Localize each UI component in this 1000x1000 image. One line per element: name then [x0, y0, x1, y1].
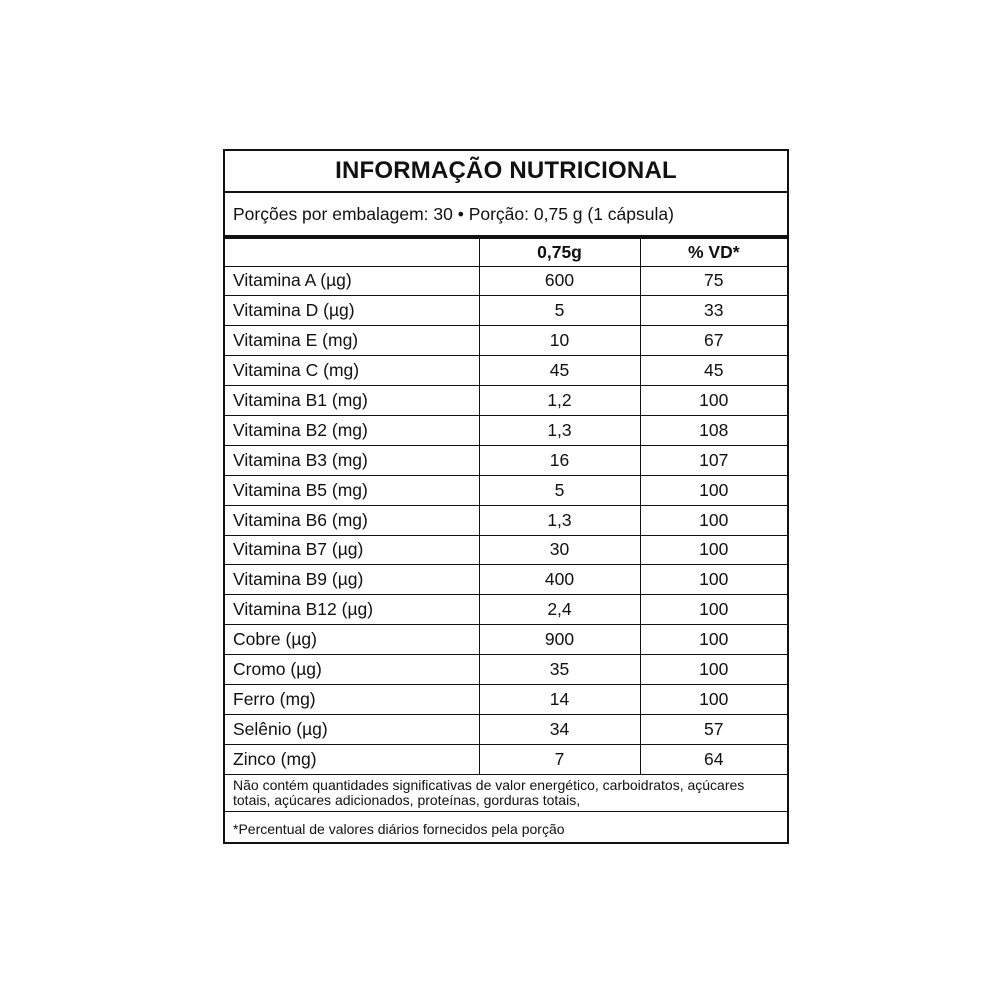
nutrient-amount: 10 — [479, 326, 640, 356]
nutrient-name: Zinco (mg) — [225, 744, 479, 774]
nutrient-amount: 600 — [479, 266, 640, 296]
nutrient-name: Vitamina B12 (µg) — [225, 595, 479, 625]
nutrient-daily-value: 100 — [640, 535, 787, 565]
nutrient-amount: 7 — [479, 744, 640, 774]
table-row — [225, 266, 787, 296]
nutrient-name: Vitamina B2 (mg) — [225, 415, 479, 445]
nutrient-daily-value: 57 — [640, 714, 787, 744]
nutrient-daily-value: 100 — [640, 684, 787, 714]
nutrient-daily-value: 45 — [640, 356, 787, 386]
nutrient-name: Vitamina B3 (mg) — [225, 445, 479, 475]
nutrient-name: Cromo (µg) — [225, 655, 479, 685]
table-row — [225, 356, 787, 386]
table-row — [225, 625, 787, 655]
table-row — [225, 655, 787, 685]
nutrient-amount: 2,4 — [479, 595, 640, 625]
nutrient-daily-value: 33 — [640, 296, 787, 326]
nutrient-amount: 34 — [479, 714, 640, 744]
nutrient-daily-value: 107 — [640, 445, 787, 475]
nutrient-name: Vitamina B9 (µg) — [225, 565, 479, 595]
nutrient-amount: 5 — [479, 475, 640, 505]
column-header-daily-value: % VD* — [640, 239, 787, 266]
nutrients-note: Não contém quantidades significativas de valor energético, carboidratos, açúcares totais, açúcares adicionados, proteínas, gorduras totais, — [225, 775, 787, 812]
nutrient-amount: 35 — [479, 655, 640, 685]
table-header-row — [225, 239, 787, 266]
nutrient-amount: 16 — [479, 445, 640, 475]
nutrient-name: Vitamina E (mg) — [225, 326, 479, 356]
table-row — [225, 296, 787, 326]
label-title: INFORMAÇÃO NUTRICIONAL — [225, 151, 787, 193]
nutrient-amount: 45 — [479, 356, 640, 386]
column-header-name — [225, 239, 479, 266]
nutrient-amount: 900 — [479, 625, 640, 655]
nutrient-daily-value: 100 — [640, 595, 787, 625]
table-row — [225, 714, 787, 744]
table-row — [225, 475, 787, 505]
nutrition-facts-label — [223, 149, 789, 844]
nutrient-amount: 400 — [479, 565, 640, 595]
nutrient-amount: 1,2 — [479, 386, 640, 416]
table-row — [225, 535, 787, 565]
nutrient-name: Selênio (µg) — [225, 714, 479, 744]
nutrient-daily-value: 100 — [640, 655, 787, 685]
table-row — [225, 684, 787, 714]
column-header-amount: 0,75g — [479, 239, 640, 266]
nutrient-name: Vitamina D (µg) — [225, 296, 479, 326]
table-row — [225, 386, 787, 416]
nutrient-daily-value: 75 — [640, 266, 787, 296]
table-row — [225, 565, 787, 595]
nutrient-name: Cobre (µg) — [225, 625, 479, 655]
nutrient-daily-value: 100 — [640, 386, 787, 416]
nutrient-name: Vitamina B1 (mg) — [225, 386, 479, 416]
nutrient-name: Vitamina B7 (µg) — [225, 535, 479, 565]
table-row — [225, 415, 787, 445]
table-row — [225, 595, 787, 625]
nutrient-name: Ferro (mg) — [225, 684, 479, 714]
nutrient-daily-value: 100 — [640, 475, 787, 505]
nutrient-daily-value: 100 — [640, 625, 787, 655]
nutrient-name: Vitamina B5 (mg) — [225, 475, 479, 505]
nutrient-name: Vitamina B6 (mg) — [225, 505, 479, 535]
nutrition-table — [225, 239, 787, 775]
nutrient-amount: 30 — [479, 535, 640, 565]
nutrient-daily-value: 64 — [640, 744, 787, 774]
nutrient-amount: 14 — [479, 684, 640, 714]
portions-info: Porções por embalagem: 30 • Porção: 0,75 g (1 cápsula) — [225, 193, 787, 239]
nutrient-amount: 1,3 — [479, 505, 640, 535]
table-row — [225, 505, 787, 535]
nutrient-amount: 5 — [479, 296, 640, 326]
nutrient-daily-value: 67 — [640, 326, 787, 356]
daily-value-footnote: *Percentual de valores diários fornecidos pela porção — [233, 820, 565, 837]
nutrient-name: Vitamina A (µg) — [225, 266, 479, 296]
nutrient-amount: 1,3 — [479, 415, 640, 445]
nutrient-name: Vitamina C (mg) — [225, 356, 479, 386]
nutrient-daily-value: 100 — [640, 565, 787, 595]
table-row — [225, 744, 787, 774]
table-row — [225, 326, 787, 356]
table-row — [225, 445, 787, 475]
nutrient-daily-value: 100 — [640, 505, 787, 535]
nutrient-daily-value: 108 — [640, 415, 787, 445]
